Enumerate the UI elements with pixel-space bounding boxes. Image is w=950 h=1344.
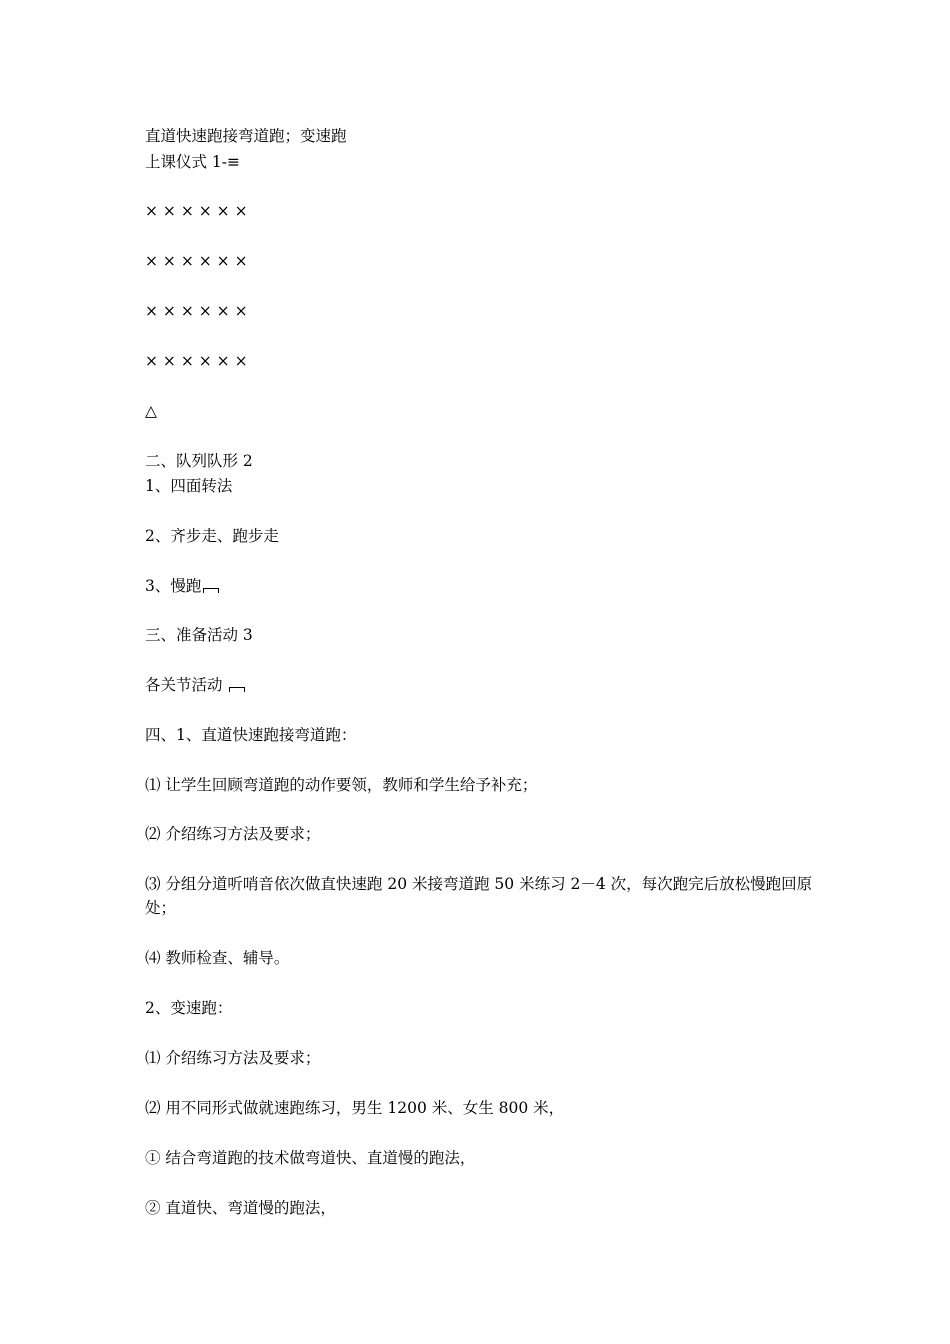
section-4-step: ⑴ 让学生回顾弯道跑的动作要领，教师和学生给予补充； xyxy=(145,776,538,794)
section-3-item-text: 各关节活动 xyxy=(145,676,228,694)
section-4-2-step: ⑴ 介绍练习方法及要求； xyxy=(145,1049,321,1067)
section-4-step: ⑶ 分组分道听哨音依次做直快速跑 20 米接弯道跑 50 米练习 2－4 次，每次跑完后放松慢跑回原处； xyxy=(145,875,813,917)
section-4-step: ⑷ 教师检查、辅导。 xyxy=(145,949,290,967)
section-4-step: ⑵ 介绍练习方法及要求； xyxy=(145,825,321,843)
section-2-title: 二、队列队形 2 xyxy=(145,452,253,470)
formation-row: × × × × × × xyxy=(145,302,248,320)
section-3-title: 三、准备活动 3 xyxy=(145,626,253,644)
formation-row: × × × × × × xyxy=(145,352,248,370)
section-2-item: 1、四面转法 xyxy=(145,477,233,495)
section-4-2-step: ⑵ 用不同形式做就速跑练习，男生 1200 米、女生 800 米， xyxy=(145,1099,565,1117)
formation-row: × × × × × × xyxy=(145,202,248,220)
section-2-item-jog xyxy=(145,574,219,598)
section-2-item-text: 3、慢跑 xyxy=(145,577,202,595)
section-4-2-substep: ② 直道快、弯道慢的跑法， xyxy=(145,1199,336,1217)
section-3-item-joints xyxy=(145,673,245,697)
section-4-title: 四、1、直道快速跑接弯道跑： xyxy=(145,726,357,744)
route-mark-icon xyxy=(203,588,219,593)
formation-row: × × × × × × xyxy=(145,252,248,270)
route-mark-icon xyxy=(229,687,245,692)
section-2-item: 2、齐步走、跑步走 xyxy=(145,527,279,545)
lesson-topic: 直道快速跑接弯道跑；变速跑 xyxy=(145,127,347,145)
class-ceremony: 上课仪式 1-≡ xyxy=(145,153,241,171)
teacher-position-triangle: △ xyxy=(145,402,157,420)
section-4-2-substep: ① 结合弯道跑的技术做弯道快、直道慢的跑法， xyxy=(145,1149,476,1167)
section-4-2-title: 2、变速跑： xyxy=(145,999,233,1017)
